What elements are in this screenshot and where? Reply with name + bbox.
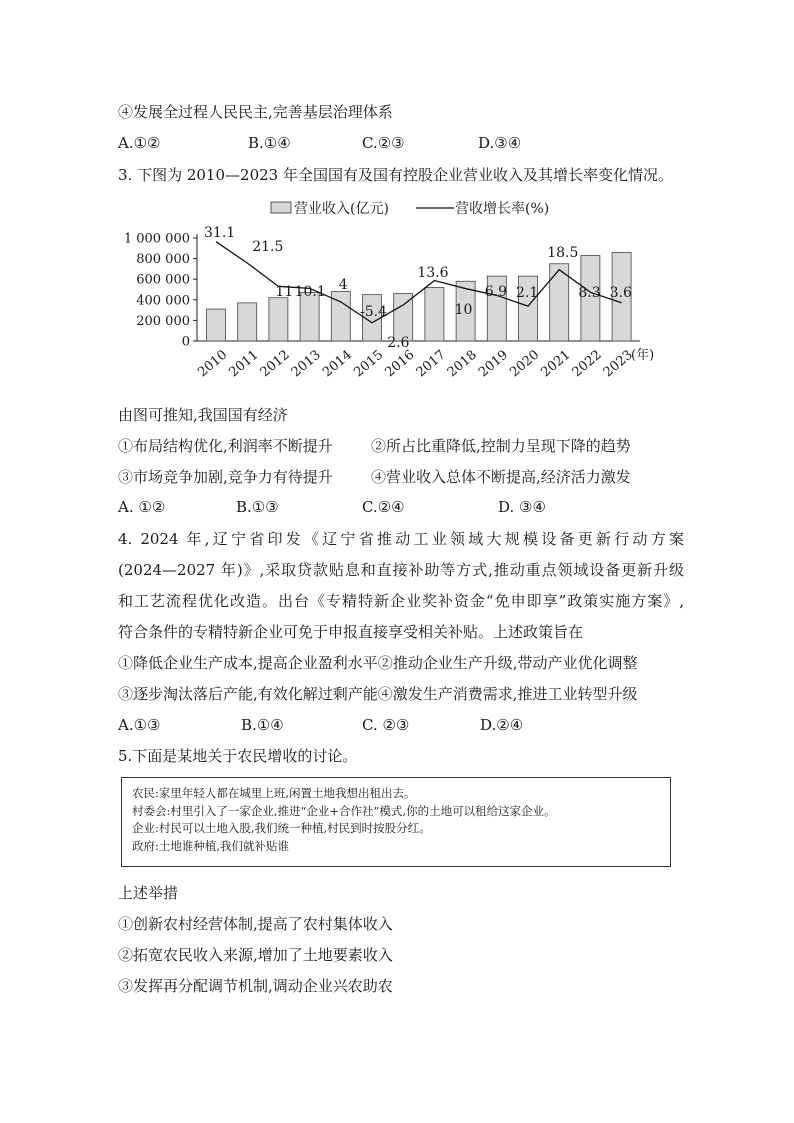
y-tick-label: 600 000 (136, 272, 190, 288)
legend-bar-swatch (271, 202, 291, 213)
q3-option-1: ①布局结构优化,利润率不断提升 (118, 437, 333, 455)
legend-line-label: 营收增长率(%) (455, 201, 550, 217)
growth-label-2020: 2.1 (516, 285, 539, 301)
q5-option-3: ③发挥再分配调节机制,调动企业兴农助农 (118, 977, 393, 995)
q2-choice-b[interactable]: B.①④ (248, 134, 291, 152)
q3-stem: 3. 下图为 2010—2023 年全国国有及国有控股企业营业收入及其增长率变化情况。 (118, 166, 673, 184)
chart-legend (271, 200, 549, 217)
q4-stem-line-2: (2024—2027 年)》,采取贷款贴息和直接补助等方式,推动重点领域设备更新升级 (118, 561, 684, 579)
growth-label-2019: 6.9 (484, 284, 508, 300)
growth-label-2023: 3.6 (609, 285, 632, 301)
discussion-box (121, 777, 671, 867)
y-tick-label: 200 000 (136, 313, 190, 329)
growth-label-2021: 18.5 (547, 245, 579, 261)
revenue-bar-2016 (394, 294, 413, 341)
growth-label-2015: -5.4 (360, 304, 387, 320)
x-tick-label-2022: 2022 (569, 347, 605, 381)
q3-options-row-1 (118, 436, 718, 456)
revenue-bar-2021 (550, 264, 569, 341)
x-tick-label-2019: 2019 (476, 347, 512, 381)
q2-choice-c[interactable]: C.②③ (362, 134, 405, 152)
dialog-line-enterprise: 企业:村民可以土地入股,我们统一种植,村民到时按股分红。 (132, 821, 431, 835)
q5-lead: 上述举措 (118, 884, 179, 902)
q2-option-4: ④发展全过程人民民主,完善基层治理体系 (118, 103, 393, 121)
y-tick-label: 0 (181, 334, 190, 350)
x-tick-label-2014: 2014 (320, 347, 356, 381)
q3-choices (118, 497, 718, 517)
q2-choice-a[interactable]: A.①② (118, 134, 161, 152)
x-tick-label-2011: 2011 (226, 347, 262, 381)
q3-options-row-2 (118, 467, 718, 487)
x-tick-label-2023: 2023 (600, 347, 636, 381)
q3-choice-a[interactable]: A. ①② (118, 498, 166, 516)
q4-stem-line-1: 4. 2024 年,辽宁省印发《辽宁省推动工业领域大规模设备更新行动方案 (118, 530, 684, 548)
q5-option-2: ②拓宽农民收入来源,增加了土地要素收入 (118, 946, 393, 964)
growth-label-2013: 10.1 (294, 284, 326, 300)
y-tick-label: 400 000 (136, 293, 190, 309)
dialog-line-farmer: 农民:家里年轻人都在城里上班,闲置土地我想出租出去。 (132, 786, 416, 800)
q4-choice-a[interactable]: A.①③ (118, 716, 161, 734)
q4-choice-d[interactable]: D.②④ (480, 716, 524, 734)
x-tick-label-2012: 2012 (257, 347, 293, 381)
x-tick-label-2018: 2018 (444, 347, 480, 381)
x-tick-label-2016: 2016 (382, 347, 418, 381)
q3-option-2: ②所占比重降低,控制力呈现下降的趋势 (371, 437, 631, 455)
q4-stem-line-4: 符合条件的专精特新企业可免于申报直接享受相关补贴。上述政策旨在 (118, 623, 584, 641)
q3-lead: 由图可推知,我国国有经济 (118, 406, 288, 424)
growth-label-2017: 13.6 (417, 265, 449, 281)
q3-choice-c[interactable]: C.②④ (362, 498, 405, 516)
q4-stem-line-3: 和工艺流程优化改造。出台《专精特新企业奖补资金“免申即享”政策实施方案》, (118, 592, 684, 610)
growth-label-2012: 11 (275, 284, 294, 300)
q2-choices (118, 133, 718, 153)
q4-choice-c[interactable]: C. ②③ (362, 716, 410, 734)
q2-choice-d[interactable]: D.③④ (478, 134, 522, 152)
q4-options-line-2: ③逐步淘汰落后产能,有效化解过剩产能④激发生产消费需求,推进工业转型升级 (118, 685, 638, 703)
growth-label-2022: 8.3 (578, 285, 601, 301)
q3-option-3: ③市场竞争加剧,竞争力有待提升 (118, 468, 333, 486)
dialog-line-government: 政府:土地谁种植,我们就补贴谁 (132, 838, 290, 853)
x-tick-label-2020: 2020 (507, 347, 543, 381)
q4-choice-b[interactable]: B.①④ (241, 716, 284, 734)
q5-stem: 5.下面是某地关于农民增收的讨论。 (118, 747, 358, 765)
growth-label-2010: 31.1 (204, 225, 236, 241)
growth-label-2011: 21.5 (252, 239, 284, 255)
revenue-bar-2011 (238, 303, 257, 341)
q5-option-1: ①创新农村经营体制,提高了农村集体收入 (118, 915, 393, 933)
x-tick-label-2021: 2021 (538, 347, 574, 381)
y-tick-label: 800 000 (136, 252, 190, 268)
x-axis (195, 348, 636, 381)
q3-choice-b[interactable]: B.①③ (236, 498, 279, 516)
revenue-bar-2012 (269, 298, 288, 341)
x-tick-label-2015: 2015 (351, 347, 387, 381)
x-tick-label-2013: 2013 (288, 347, 324, 381)
revenue-bar-2017 (425, 287, 444, 341)
q3-option-4: ④营业收入总体不断提高,经济活力激发 (371, 468, 631, 486)
q4-options-line-1: ①降低企业生产成本,提高企业盈利水平②推动企业生产升级,带动产业优化调整 (118, 654, 638, 672)
growth-label-2016: 2.6 (387, 335, 410, 351)
growth-label-2018: 10 (454, 302, 473, 318)
revenue-bar-2010 (207, 309, 226, 341)
legend-bar-label: 营业收入(亿元) (294, 201, 389, 217)
q4-choices (118, 715, 718, 735)
dialog-line-village-committee: 村委会:村里引入了一家企业,推进“企业+合作社”模式,你的土地可以租给这家企业。 (132, 803, 556, 818)
q3-choice-d[interactable]: D. ③④ (498, 498, 546, 516)
y-tick-label: 1 000 000 (123, 231, 190, 247)
growth-label-2014: 4 (338, 277, 348, 293)
revenue-growth-chart (118, 192, 678, 387)
x-axis-unit: (年) (631, 348, 655, 363)
x-tick-label-2010: 2010 (195, 347, 231, 381)
x-tick-label-2017: 2017 (413, 347, 449, 381)
